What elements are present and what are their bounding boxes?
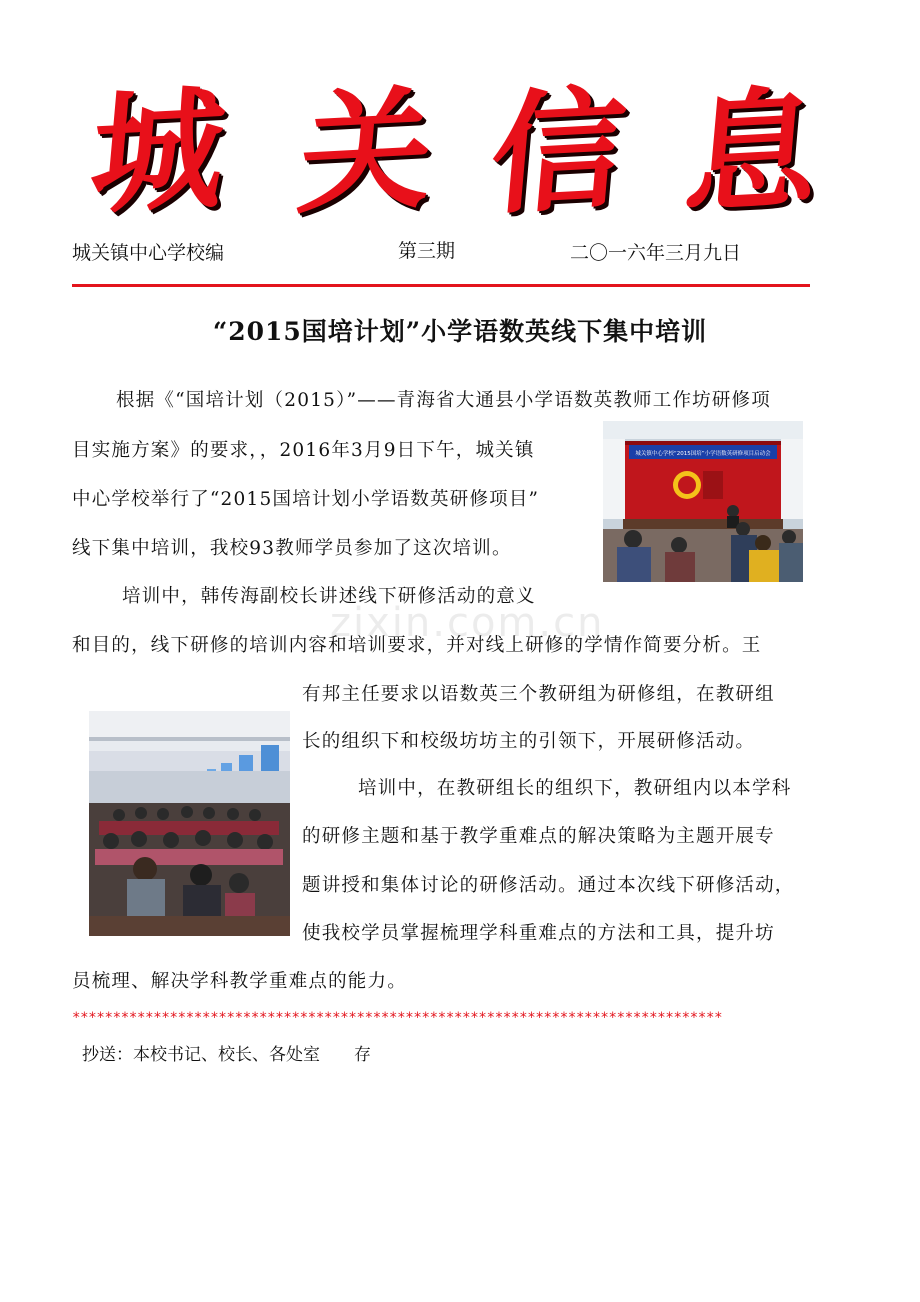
masthead-char-4: 息 — [678, 71, 826, 234]
body-line: 长的组织下和校级坊坊主的引领下，开展研修活动。 — [302, 731, 756, 752]
body-line: 中心学校举行了“2015国培计划小学语数英研修项目” — [72, 489, 540, 510]
publisher-label: 城关镇中心学校编 — [72, 242, 225, 264]
header-divider — [72, 284, 810, 287]
masthead-title — [0, 71, 920, 234]
article-headline: “2015国培计划”小学语数英线下集中培训 — [212, 317, 708, 346]
issue-label: 第三期 — [398, 240, 456, 262]
meeting-hall-photo — [603, 421, 803, 582]
body-line: 根据《“国培计划（2015）”——青海省大通县小学语数英教师工作坊研修项 — [116, 390, 771, 411]
body-line: 使我校学员掌握梳理学科重难点的方法和工具，提升坊 — [302, 923, 775, 944]
masthead-char-3: 信 — [484, 71, 632, 234]
body-line: 的研修主题和基于教学重难点的解决策略为主题开展专 — [302, 826, 775, 847]
masthead-char-2: 关 — [292, 71, 440, 234]
body-line: 目实施方案》的要求，，2016年3月9日下午，城关镇 — [72, 440, 535, 461]
cc-distribution: 抄送：本校书记、校长、各处室 存 — [82, 1045, 371, 1065]
body-line: 题讲授和集体讨论的研修活动。通过本次线下研修活动， — [302, 875, 795, 896]
body-line: 线下集中培训，我校93教师学员参加了这次培训。 — [72, 538, 512, 559]
date-label: 二〇一六年三月九日 — [570, 242, 742, 264]
body-line: 培训中，在教研组长的组织下，教研组内以本学科 — [358, 778, 792, 799]
classroom-photo — [89, 711, 290, 936]
body-line: 有邦主任要求以语数英三个教研组为研修组，在教研组 — [302, 684, 775, 705]
masthead-char-1: 城 — [84, 71, 232, 234]
body-line: 和目的，线下研修的培训内容和培训要求，并对线上研修的学情作简要分析。王 — [72, 635, 762, 656]
body-line: 员梳理、解决学科教学重难点的能力。 — [72, 971, 407, 992]
body-line: 培训中，韩传海副校长讲述线下研修活动的意义 — [122, 586, 536, 607]
watermark: zixin.com.cn — [330, 600, 605, 646]
photo-banner-text: 城关镇中心学校“2015国培”小学语数英研修项目启动会 — [635, 451, 771, 457]
separator-stars: ******************************************************************************** — [72, 1010, 723, 1026]
